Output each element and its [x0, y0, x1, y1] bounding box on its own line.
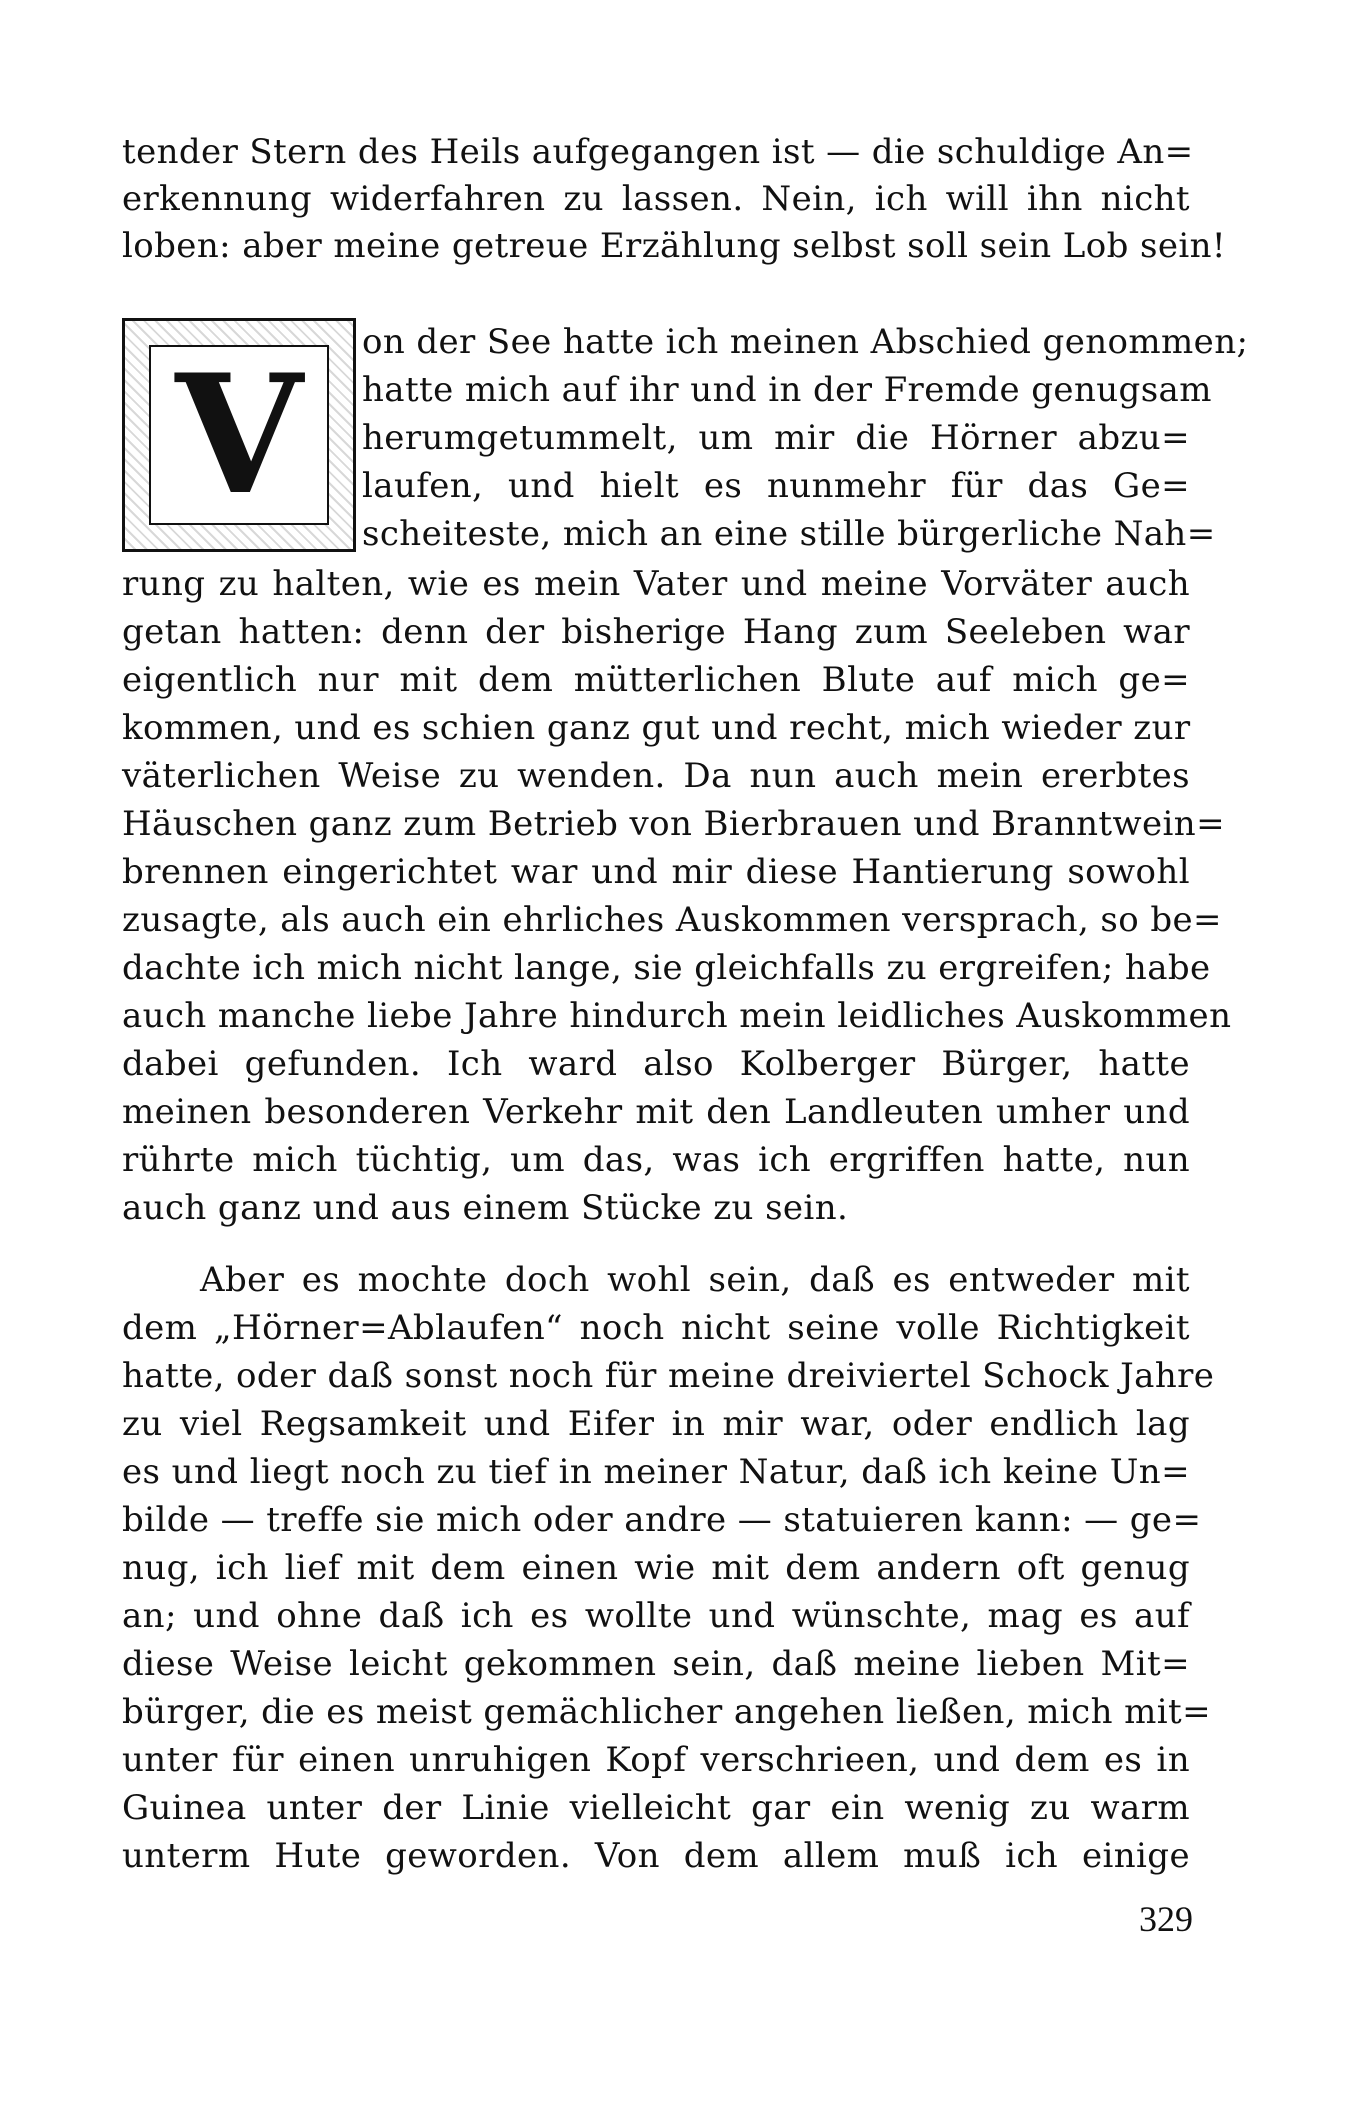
text-line: bilde — treffe sie mich oder andre — statuieren kann: — ge=	[122, 1500, 1202, 1540]
text-line: Guinea unter der Linie vielleicht gar ein wenig zu warm	[122, 1788, 1190, 1828]
text-line: bürger, die es meist gemächlicher angehen ließen, mich mit=	[122, 1692, 1211, 1732]
text-line: laufen, und hielt es nunmehr für das Ge=	[362, 466, 1190, 506]
text-line: an; und ohne daß ich es wollte und wünschte, mag es auf	[122, 1596, 1190, 1636]
text-line: nug, ich lief mit dem einen wie mit dem andern oft genug	[122, 1548, 1190, 1588]
text-line: hatte, oder daß sonst noch für meine dreiviertel Schock Jahre	[122, 1356, 1215, 1396]
text-line: es und liegt noch zu tief in meiner Natur, daß ich keine Un=	[122, 1452, 1190, 1492]
text-line: unterm Hute geworden. Von dem allem muß ich einige	[122, 1836, 1190, 1876]
text-line: herumgetummelt, um mir die Hörner abzu=	[362, 418, 1190, 458]
text-line: zu viel Regsamkeit und Eifer in mir war, oder endlich lag	[122, 1404, 1190, 1444]
text-line: dem „Hörner=Ablaufen“ noch nicht seine volle Richtigkeit	[122, 1308, 1190, 1348]
text-line: tender Stern des Heils aufgegangen ist — die schuldige An=	[122, 132, 1194, 172]
text-line: dachte ich mich nicht lange, sie gleichfalls zu ergreifen; habe	[122, 948, 1211, 988]
text-line: eigentlich nur mit dem mütterlichen Blute auf mich ge=	[122, 660, 1190, 700]
text-line: dabei gefunden. Ich ward also Kolberger Bürger, hatte	[122, 1044, 1190, 1084]
text-line: meinen besonderen Verkehr mit den Landleuten umher und	[122, 1092, 1190, 1132]
drop-cap-letter: V	[149, 345, 329, 525]
text-line: rührte mich tüchtig, um das, was ich ergriffen hatte, nun	[122, 1140, 1190, 1180]
text-line: getan hatten: denn der bisherige Hang zum Seeleben war	[122, 612, 1190, 652]
text-line: unter für einen unruhigen Kopf verschrieen, und dem es in	[122, 1740, 1190, 1780]
page-number: 329	[1139, 1899, 1193, 1939]
text-line: rung zu halten, wie es mein Vater und meine Vorväter auch	[122, 564, 1190, 604]
text-line: diese Weise leicht gekommen sein, daß meine lieben Mit=	[122, 1644, 1190, 1684]
text-line: väterlichen Weise zu wenden. Da nun auch mein ererbtes	[122, 756, 1190, 796]
text-line: loben: aber meine getreue Erzählung selbst soll sein Lob sein!	[122, 226, 1226, 266]
text-line: kommen, und es schien ganz gut und recht, mich wieder zur	[122, 708, 1191, 748]
text-line: auch manche liebe Jahre hindurch mein leidliches Auskommen	[122, 996, 1232, 1036]
text-line: zusagte, als auch ein ehrliches Auskommen versprach, so be=	[122, 900, 1222, 940]
text-line: Häuschen ganz zum Betrieb von Bierbrauen und Branntwein=	[122, 804, 1225, 844]
text-line: brennen eingerichtet war und mir diese Hantierung sowohl	[122, 852, 1190, 892]
text-line: scheiteste, mich an eine stille bürgerliche Nah=	[362, 514, 1216, 554]
text-line: on der See hatte ich meinen Abschied genommen;	[362, 322, 1249, 362]
text-line: erkennung widerfahren zu lassen. Nein, ich will ihn nicht	[122, 179, 1190, 219]
text-line: hatte mich auf ihr und in der Fremde genugsam	[362, 370, 1212, 410]
decorative-initial	[122, 318, 356, 552]
text-line: auch ganz und aus einem Stücke zu sein.	[122, 1188, 849, 1228]
text-line: Aber es mochte doch wohl sein, daß es entweder mit	[200, 1260, 1190, 1300]
